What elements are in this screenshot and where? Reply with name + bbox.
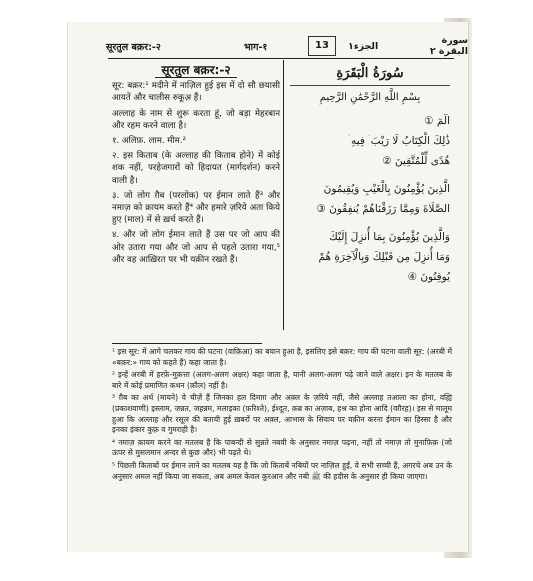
header-part-hindi: भाग-१ [244, 41, 268, 53]
page-number: 13 [308, 36, 336, 56]
footnote: ⁴ नमाज़ क़ायम करने का मतलब है कि पाबन्दी से सुन्नते नबवी के अनुसार नमाज़ पढ़ना, नहीं तो नमाज़ तो मुनाफ़िक़ (जो ऊपर से मुसलमान अन्दर से कुछ और) भी पढ़ते थे। [112, 437, 452, 458]
hindi-paragraph: २. इस किताब (के अल्लाह की किताब होने) में कोई शक नहीं, परहेजगारों को हिदायत (मार्गदर्शन) करने वाली है। [112, 151, 280, 186]
arabic-verse-line: ذَٰلِكَ الْكِتَابُ لَا رَيْبَ ۛ فِيهِ ۛ [348, 135, 450, 147]
arabic-column [290, 62, 450, 289]
arabic-verse-line: الٓمٓ ① [424, 115, 450, 127]
footnote: ² इन्हें अरबी में हरफ़े-मुक़त्ता (अलग-अलग अक्षर) कहा जाता है, यानी अलग-अलग पढ़े जाने वाले अक्षर। इन के मतलब के बारे में कोई प्रमाणित कथन (क़ौल) नहीं है। [112, 370, 452, 390]
footnote: ¹ इस सूर: में आगे चलकर गाय की घटना (वाक़िआ) का बयान हुआ है, इसलिए इसे बक़र: गाय की घटना वाली सूर: (अरबी में «बक़र:» गाय को कहते हैं) कहा जाता है। [112, 347, 452, 367]
hindi-surah-title: सूरतुल बक़र:-२ [112, 64, 280, 76]
arabic-verse-line: وَمَا أُنزِلَ مِن قَبْلِكَ وَبِالْآخِرَةِ هُمْ [318, 251, 450, 263]
arabic-verse-line: يُوقِنُونَ ④ [407, 271, 450, 283]
hindi-paragraph: १. अलिफ़. लाम. मीम.² [112, 136, 186, 147]
hindi-paragraph: अल्लाह के नाम से शुरू करता हूं, जो बड़ा मेहरबान और रहम करने वाला है। [112, 108, 280, 131]
header-rule [108, 58, 454, 59]
basmala: بِسْمِ اللَّهِ الرَّحْمَٰنِ الرَّحِيمِ [319, 92, 421, 103]
arabic-verse-line: الصَّلَاةَ وَمِمَّا رَزَقْنَاهُمْ يُنفِقُونَ ③ [316, 203, 450, 215]
column-divider [283, 60, 284, 330]
footnote-rule [112, 343, 262, 344]
arabic-verse-line: هُدًى لِّلْمُتَّقِينَ ② [382, 155, 450, 167]
hindi-paragraph: ३. जो लोग ग़ैब (परलोक) पर ईमान लाते हैं³ और नमाज़ को क़ायम करते हैं⁴ और हमारे ज़रिये अता किये हुए (माल) में से ख़र्च करते हैं। [112, 190, 280, 226]
footnote: ³ ग़ैब का अर्थ (मायने) वे चीज़ें हैं जिनका हल दिमाग़ और अक़्ल के ज़रिये नहीं, जैसे अल्लाह तआला का होना, वह्यि (प्रकाशवाणी) इस्लाम, जन्नत, जहन्नम, मलाइका (फ़रिश्ते), ईश्दूत, क़ब्र का अज़ाब, हश्र का होना आदि (वग़ैरह)। इस से मालूम हुआ कि अल्लाह और रसूल की बतायी हुई ख़बरों पर अक़्ल, आभास के सिवाय पर यक़ीन करना ईमान का हिस्सा है और इनका इंकार कुफ़्र व गुमराही है। [112, 393, 452, 435]
page-header [48, 36, 468, 56]
arabic-verse-line: وَالَّذِينَ يُؤْمِنُونَ بِمَا أُنزِلَ إِلَيْكَ [329, 231, 450, 243]
arabic-verse-line: الَّذِينَ يُؤْمِنُونَ بِالْغَيْبِ وَيُقِيمُونَ [323, 183, 450, 195]
arabic-surah-title: سُورَةُ الْبَقَرَةِ [290, 66, 450, 86]
footnotes [112, 347, 452, 484]
header-surah-arabic: سورة البقرة ٢ [429, 35, 468, 57]
header-part-arabic: الجزء١ [348, 40, 379, 52]
header-surah-hindi: सूरतुल बक़र:-२ [106, 41, 161, 53]
hindi-paragraph: सूर: बक़र:¹ मदीने में नाज़िल हुई इस में दो सौ छयासी आयतें और चालीस रुकूअ़ हैं। [112, 81, 280, 104]
hindi-column [112, 62, 280, 269]
footnote: ⁵ पिछली किताबों पर ईमान लाने का मतलब यह है कि जो किताबें नबियों पर नाज़िल हुईं, वे सभी सच्ची हैं, अगरचे अब उन के अनुसार अमल नहीं किया जा सकता, अब अमल केवल क़ुरआन और नबी ﷺ की हदीस के अनुसार ही किया जाएगा। [112, 460, 452, 481]
hindi-paragraph: ४. और जो लोग ईमान लाते हैं उस पर जो आप की ओर उतारा गया और जो आप से पहले उतारा गया,⁵ और वह आख़िरत पर भी यक़ीन रखते हैं। [112, 230, 280, 265]
